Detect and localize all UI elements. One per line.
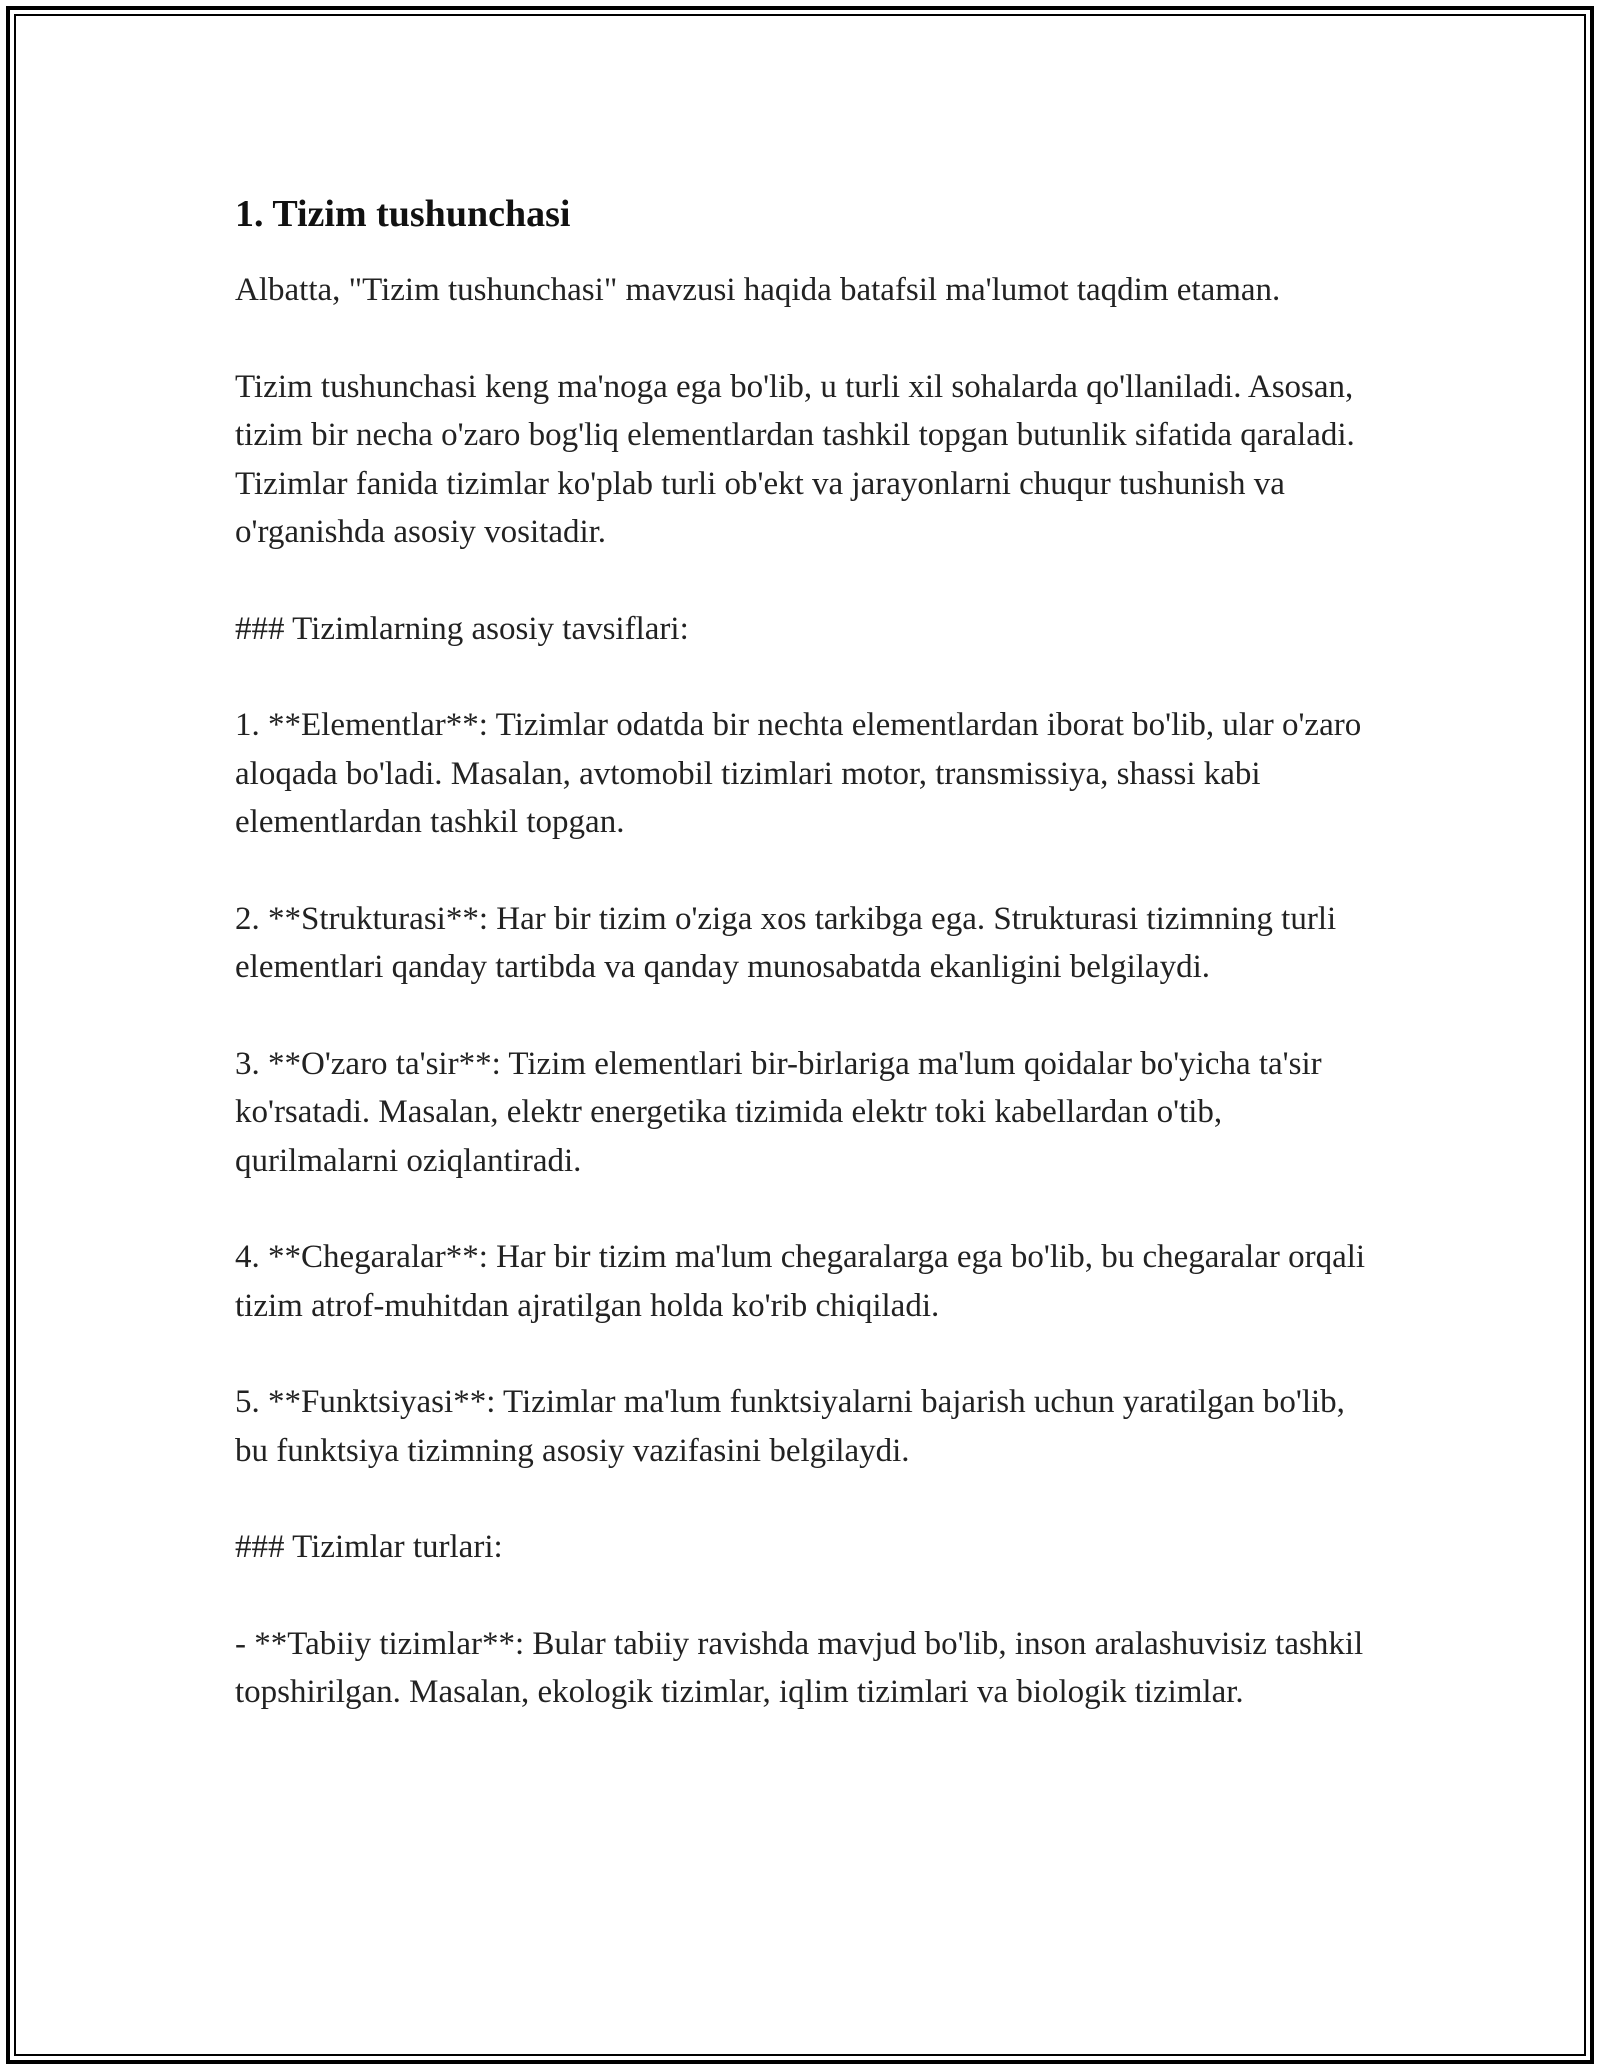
list-item-natural-systems: - **Tabiiy tizimlar**: Bular tabiiy ravishda mavjud bo'lib, inson aralashuvisiz tashkil topshirilgan. Masalan, ekologik tizimlar, iqlim tizimlari va biologik tizimlar.: [235, 1625, 1364, 1710]
list-item-boundaries: 4. **Chegaralar**: Har bir tizim ma'lum chegaralarga ega bo'lib, bu chegaralar orqali tizim atrof-muhitdan ajratilgan holda ko'rib chiqiladi.: [235, 1239, 1366, 1324]
list-item-structure: 2. **Strukturasi**: Har bir tizim o'ziga xos tarkibga ega. Strukturasi tizimning turli elementlari qanday tartibda va qanday munosabatda ekanligini belgilaydi.: [235, 900, 1337, 985]
list-item-interaction: 3. **O'zaro ta'sir**: Tizim elementlari bir-birlariga ma'lum qoidalar bo'yicha ta'sir ko'rsatadi. Masalan, elektr energetika tizimida elektr toki kabellardan o'tib, qurilmalarni oziqlantiradi.: [235, 1045, 1322, 1179]
definition-paragraph: Tizim tushunchasi keng ma'noga ega bo'lib, u turli xil sohalarda qo'llaniladi. Asosan, tizim bir necha o'zaro bog'liq elementlardan tashkil topgan butunlik sifatida qaraladi. Tizimlar fanida tizimlar ko'plab turli ob'ekt va jarayonlarni chuqur tushunish va o'rganishda asosiy vositadir.: [235, 368, 1355, 550]
list-item-elements: 1. **Elementlar**: Tizimlar odatda bir nechta elementlardan iborat bo'lib, ular o'zaro aloqada bo'ladi. Masalan, avtomobil tizimlari motor, transmissiya, shassi kabi elementlardan tashkil topgan.: [235, 707, 1362, 840]
subheading-types: ### Tizimlar turlari:: [235, 1529, 503, 1565]
subheading-characteristics: ### Tizimlarning asosiy tavsiflari:: [235, 610, 689, 647]
document-body: [235, 188, 1385, 1765]
intro-paragraph: Albatta, "Tizim tushunchasi" mavzusi haqida batafsil ma'lumot taqdim etaman.: [235, 272, 1281, 308]
section-heading: 1. Tizim tushunchasi: [235, 193, 571, 235]
list-item-function: 5. **Funktsiyasi**: Tizimlar ma'lum funktsiyalarni bajarish uchun yaratilgan bo'lib, bu funktsiya tizimning asosiy vazifasini belgilaydi.: [235, 1384, 1345, 1469]
